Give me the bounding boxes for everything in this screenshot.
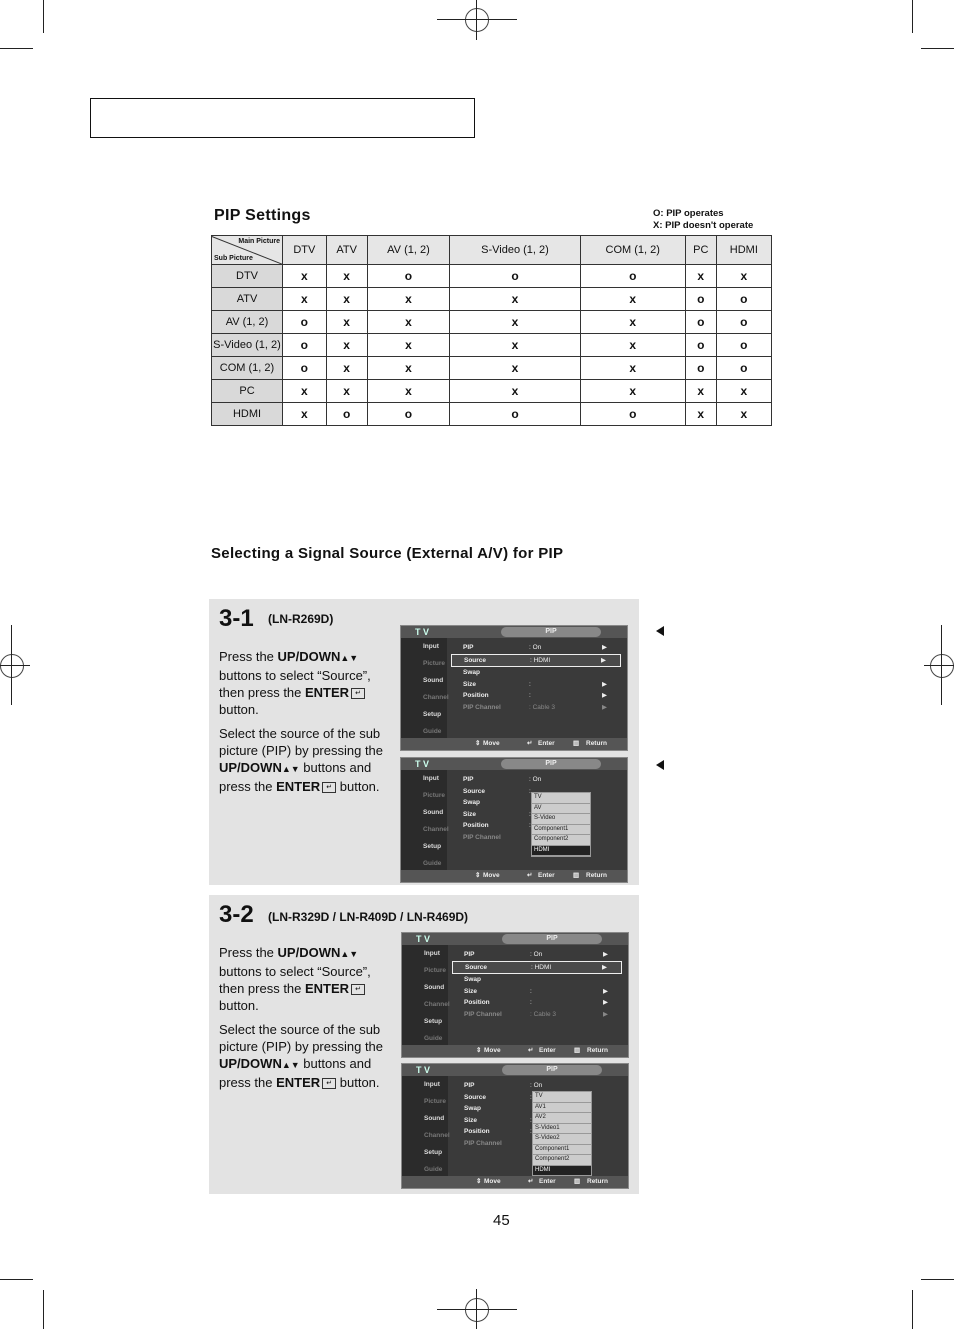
tv-menu-key: PIP Channel (463, 833, 501, 841)
tv-source-option: TV (532, 793, 590, 804)
tv-menu-title: PIP (501, 759, 601, 769)
table-row (212, 288, 772, 311)
tv-menu-value: : (530, 1128, 532, 1135)
footer-return: Return (586, 740, 607, 747)
table-cell: x (580, 288, 685, 311)
step-instructions: Press the UP/DOWN▲▼ buttons to select “Source”, then press the ENTER ↵ button. Select the source of the sub picture (PIP) by pressing the UP/DOWN▲▼ buttons and press the ENTER ↵ button. (219, 945, 384, 1090)
enter-icon: ↵ (351, 984, 365, 995)
tv-menu-value: : (529, 787, 531, 795)
tv-source-option: S-Video2 (533, 1134, 591, 1145)
corner-sub-label: Sub Picture (214, 255, 253, 262)
tv-menu-row (451, 690, 621, 702)
enter-icon: ↵ (322, 1078, 336, 1089)
footer-move: Move (484, 1047, 501, 1054)
table-row (212, 380, 772, 403)
table-cell: x (283, 265, 327, 288)
table-cell: x (326, 357, 367, 380)
tv-sidebar (401, 770, 447, 870)
table-cell: o (450, 403, 580, 426)
tv-menu-key: Swap (463, 799, 480, 806)
tv-sidebar-item: Setup (424, 1149, 443, 1156)
table-cell: x (450, 311, 580, 334)
tv-sidebar-item: Setup (423, 843, 442, 850)
footer-enter: Enter (538, 872, 555, 879)
tv-footer (402, 1045, 628, 1057)
table-cell: x (367, 334, 450, 357)
tv-source-option: HDMI (532, 846, 590, 857)
table-cell: x (367, 380, 450, 403)
tv-footer (401, 738, 627, 750)
table-cell: x (283, 288, 327, 311)
footer-return: Return (587, 1178, 608, 1185)
table-cell: x (367, 288, 450, 311)
table-cell: o (685, 357, 716, 380)
table-cell: x (450, 357, 580, 380)
registration-mark (465, 1298, 489, 1322)
tv-sidebar-item: Picture (423, 660, 446, 667)
column-header: COM (1, 2) (580, 236, 685, 265)
step-instructions: Press the UP/DOWN▲▼ buttons to select “Source”, then press the ENTER ↵ button. Select the source of the sub picture (PIP) by pressing the UP/DOWN▲▼ buttons and press the ENTER ↵ button. (219, 649, 384, 794)
return-icon: ▥ (574, 1178, 581, 1185)
arrow-right-icon: ▶ (602, 963, 607, 971)
page-number: 45 (493, 1212, 510, 1229)
column-header: AV (1, 2) (367, 236, 450, 265)
tv-menu-key: PIP (464, 1082, 475, 1089)
tv-footer (402, 1176, 628, 1188)
tv-sidebar-item: Picture (424, 1098, 447, 1105)
tv-menu-key: Position (463, 692, 489, 699)
tv-sidebar-item: Sound (423, 809, 444, 816)
table-cell: x (450, 380, 580, 403)
tv-menu-key: Swap (463, 669, 480, 676)
tv-menu-key: PIP Channel (464, 1010, 502, 1018)
tv-label: T V (416, 934, 431, 944)
registration-mark (941, 625, 942, 705)
tv-source-option: AV2 (533, 1113, 591, 1124)
arrow-right-icon: ▶ (602, 703, 607, 711)
tv-menu-key: Position (463, 822, 489, 829)
footer-enter: Enter (538, 740, 555, 747)
tv-menu-row (452, 1080, 622, 1092)
table-cell: o (450, 265, 580, 288)
table-cell: o (367, 265, 450, 288)
section-title: Selecting a Signal Source (External A/V) for PIP (211, 545, 564, 562)
tv-source-option: HDMI (533, 1166, 591, 1177)
tv-source-list (531, 792, 591, 857)
tv-sidebar-item: Sound (424, 984, 445, 991)
tv-menu-value: : (529, 810, 531, 818)
registration-mark (476, 1289, 477, 1329)
column-header: ATV (326, 236, 367, 265)
table-row (212, 334, 772, 357)
tv-header (402, 933, 628, 945)
return-icon: ▥ (573, 740, 580, 747)
table-cell: o (685, 288, 716, 311)
table-cell: o (580, 403, 685, 426)
crop-mark (0, 48, 33, 49)
tv-menu-row (452, 1009, 622, 1021)
enter-icon: ↵ (527, 872, 533, 879)
tv-menu-key: Source (465, 963, 488, 971)
tv-source-option: AV1 (533, 1103, 591, 1114)
tv-menu-value: : On (530, 951, 543, 958)
step-model: (LN-R329D / LN-R409D / LN-R469D) (268, 910, 469, 924)
table-cell: x (580, 357, 685, 380)
row-header: AV (1, 2) (212, 311, 283, 334)
table-cell: x (326, 311, 367, 334)
arrow-right-icon: ▶ (603, 1010, 608, 1018)
header-box (90, 98, 475, 138)
tv-menu-key: Size (463, 810, 477, 818)
footer-enter: Enter (539, 1178, 556, 1185)
move-icon: ⇕ (475, 740, 481, 747)
footer-move: Move (483, 740, 500, 747)
tv-source-option: TV (533, 1092, 591, 1103)
tv-header (401, 758, 627, 770)
step-number: 3-2 (219, 901, 254, 928)
table-row (212, 403, 772, 426)
tv-sidebar-item: Channel (424, 1001, 450, 1008)
return-icon: ▥ (574, 1047, 581, 1054)
tv-menu-title: PIP (501, 627, 601, 637)
tv-menu-row (451, 679, 621, 691)
table-cell: x (326, 265, 367, 288)
tv-menu-key: Size (463, 680, 477, 688)
arrow-right-icon: ▶ (603, 951, 608, 958)
registration-mark (930, 654, 954, 678)
table-cell: o (716, 334, 771, 357)
table-cell: x (283, 380, 327, 403)
table-cell: o (367, 403, 450, 426)
enter-icon: ↵ (322, 782, 336, 793)
table-cell: x (685, 403, 716, 426)
tv-sidebar-item: Setup (423, 711, 442, 718)
crop-mark (921, 48, 954, 49)
tv-menu-title: PIP (502, 1065, 602, 1075)
pointer-arrow-icon (656, 760, 664, 770)
return-icon: ▥ (573, 872, 580, 879)
registration-mark (437, 19, 517, 20)
pip-table (211, 235, 772, 426)
table-cell: o (716, 288, 771, 311)
move-icon: ⇕ (476, 1178, 482, 1185)
footer-move: Move (483, 872, 500, 879)
table-cell: x (367, 357, 450, 380)
tv-menu-key: Position (464, 1128, 490, 1135)
tv-menu-key: Source (464, 656, 487, 664)
tv-menu-row (451, 642, 621, 654)
tv-menu-key: Size (464, 987, 478, 995)
table-cell: x (716, 403, 771, 426)
tv-sidebar-item: Setup (424, 1018, 443, 1025)
table-cell: o (716, 311, 771, 334)
table-cell: x (367, 311, 450, 334)
table-cell: o (685, 311, 716, 334)
column-header: HDMI (716, 236, 771, 265)
tv-menu-value: : On (530, 1082, 543, 1089)
tv-menu-key: PIP Channel (464, 1139, 502, 1147)
tv-menu-row (452, 949, 622, 961)
tv-menu-row (452, 997, 622, 1009)
tv-menu-screen (400, 757, 628, 883)
table-cell: x (326, 288, 367, 311)
tv-menu-screen (401, 932, 629, 1058)
tv-menu-key: Size (464, 1116, 478, 1124)
registration-mark (437, 1309, 517, 1310)
move-icon: ⇕ (475, 872, 481, 879)
tv-menu-value: : On (529, 644, 542, 651)
enter-icon: ↵ (527, 740, 533, 747)
arrow-right-icon: ▶ (602, 680, 607, 688)
tv-label: T V (416, 1065, 431, 1075)
row-header: HDMI (212, 403, 283, 426)
tv-menu-value: : HDMI (530, 656, 551, 664)
table-cell: x (685, 265, 716, 288)
tv-menu-screen (401, 1063, 629, 1189)
footer-return: Return (586, 872, 607, 879)
tv-menu-screen (400, 625, 628, 751)
tv-menu-value: : (530, 1116, 532, 1124)
tv-sidebar-item: Guide (424, 1035, 443, 1042)
table-cell: o (716, 357, 771, 380)
row-header: DTV (212, 265, 283, 288)
footer-return: Return (587, 1047, 608, 1054)
step-model: (LN-R269D) (268, 612, 334, 626)
table-cell: x (450, 334, 580, 357)
table-cell: x (326, 334, 367, 357)
step-number: 3-1 (219, 605, 254, 632)
tv-menu-key: PIP (463, 776, 474, 783)
corner-main-label: Main Picture (238, 238, 280, 245)
tv-source-option: Component2 (532, 835, 590, 846)
crop-mark (912, 0, 913, 33)
tv-sidebar-item: Guide (423, 860, 442, 867)
tv-menu-value: : (530, 999, 532, 1006)
corner-cell (212, 236, 283, 265)
tv-menu-key: PIP Channel (463, 703, 501, 711)
tv-sidebar-item: Input (423, 643, 439, 650)
table-cell: x (716, 265, 771, 288)
tv-menu-key: Swap (464, 976, 481, 983)
tv-source-list (532, 1091, 592, 1177)
tv-menu-row (452, 961, 622, 975)
enter-icon: ↵ (351, 688, 365, 699)
legend-operates: O: PIP operates (653, 208, 724, 219)
tv-menu-row (452, 974, 622, 986)
tv-source-option: Component1 (532, 825, 590, 836)
crop-mark (0, 1279, 33, 1280)
registration-mark (0, 665, 30, 666)
legend-not-operates: X: PIP doesn't operate (653, 220, 754, 231)
tv-menu-row (451, 702, 621, 714)
tv-menu-value: : Cable 3 (529, 703, 556, 711)
tv-label: T V (415, 627, 430, 637)
tv-source-option: AV (532, 804, 590, 815)
pip-legend (653, 208, 753, 232)
table-cell: x (580, 334, 685, 357)
arrow-right-icon: ▶ (603, 999, 608, 1006)
tv-menu-value: : On (529, 776, 542, 783)
tv-sidebar-item: Input (424, 950, 440, 957)
tv-menu-key: Source (463, 787, 486, 795)
registration-mark (0, 654, 24, 678)
tv-menu-value: : (529, 822, 531, 829)
tv-sidebar-item: Input (424, 1081, 440, 1088)
tv-source-option: Component1 (533, 1145, 591, 1156)
table-row (212, 265, 772, 288)
registration-mark (476, 0, 477, 40)
tv-source-option: S-Video (532, 814, 590, 825)
tv-menu-title: PIP (502, 934, 602, 944)
tv-source-option: Component2 (533, 1155, 591, 1166)
table-cell: x (283, 403, 327, 426)
tv-sidebar-item: Channel (423, 826, 449, 833)
tv-menu-value: : (530, 1093, 532, 1101)
tv-menu-value: : (529, 680, 531, 688)
row-header: ATV (212, 288, 283, 311)
tv-menu-row (451, 667, 621, 679)
tv-sidebar-item: Guide (423, 728, 442, 735)
column-header: S-Video (1, 2) (450, 236, 580, 265)
tv-menu-key: Position (464, 999, 490, 1006)
tv-label: T V (415, 759, 430, 769)
table-cell: o (283, 311, 327, 334)
table-cell: x (450, 288, 580, 311)
table-cell: o (283, 334, 327, 357)
table-cell: o (580, 265, 685, 288)
table-cell: x (685, 380, 716, 403)
tv-sidebar-item: Channel (423, 694, 449, 701)
table-cell: x (580, 311, 685, 334)
crop-mark (43, 0, 44, 33)
registration-mark (465, 8, 489, 32)
footer-enter: Enter (539, 1047, 556, 1054)
row-header: S-Video (1, 2) (212, 334, 283, 357)
enter-icon: ↵ (528, 1178, 534, 1185)
enter-icon: ↵ (528, 1047, 534, 1054)
table-cell: o (326, 403, 367, 426)
tv-header (401, 626, 627, 638)
tv-menu-body (451, 642, 621, 713)
tv-menu-value: : (529, 692, 531, 699)
arrow-right-icon: ▶ (602, 692, 607, 699)
arrow-right-icon: ▶ (601, 656, 606, 664)
tv-menu-row (451, 774, 621, 786)
table-row (212, 311, 772, 334)
tv-sidebar-item: Picture (424, 967, 447, 974)
tv-footer (401, 870, 627, 882)
table-row (212, 357, 772, 380)
move-icon: ⇕ (476, 1047, 482, 1054)
row-header: PC (212, 380, 283, 403)
tv-menu-row (452, 986, 622, 998)
tv-menu-value: : (530, 987, 532, 995)
tv-sidebar-item: Channel (424, 1132, 450, 1139)
tv-sidebar-item: Picture (423, 792, 446, 799)
footer-move: Move (484, 1178, 501, 1185)
arrow-right-icon: ▶ (603, 987, 608, 995)
tv-sidebar (402, 945, 448, 1045)
tv-sidebar-item: Sound (423, 677, 444, 684)
crop-mark (912, 1290, 913, 1329)
table-cell: o (685, 334, 716, 357)
tv-sidebar (401, 638, 447, 738)
column-header: PC (685, 236, 716, 265)
tv-menu-row (451, 654, 621, 668)
table-cell: o (283, 357, 327, 380)
table-cell: x (716, 380, 771, 403)
tv-source-option: S-Video1 (533, 1124, 591, 1135)
tv-header (402, 1064, 628, 1076)
tv-menu-value: : HDMI (531, 963, 552, 971)
row-header: COM (1, 2) (212, 357, 283, 380)
arrow-right-icon: ▶ (602, 644, 607, 651)
tv-menu-value: : Cable 3 (530, 1010, 557, 1018)
tv-menu-key: PIP (463, 644, 474, 651)
pointer-arrow-icon (656, 626, 664, 636)
pip-settings-title: PIP Settings (214, 207, 311, 224)
tv-menu-key: Swap (464, 1105, 481, 1112)
tv-menu-key: PIP (464, 951, 475, 958)
crop-mark (921, 1279, 954, 1280)
tv-menu-body (452, 949, 622, 1020)
table-cell: x (326, 380, 367, 403)
crop-mark (43, 1290, 44, 1329)
tv-sidebar-item: Sound (424, 1115, 445, 1122)
column-header: DTV (283, 236, 327, 265)
tv-sidebar-item: Input (423, 775, 439, 782)
tv-sidebar-item: Guide (424, 1166, 443, 1173)
tv-menu-key: Source (464, 1093, 487, 1101)
tv-sidebar (402, 1076, 448, 1176)
registration-mark (11, 625, 12, 705)
table-cell: x (580, 380, 685, 403)
registration-mark (924, 665, 954, 666)
